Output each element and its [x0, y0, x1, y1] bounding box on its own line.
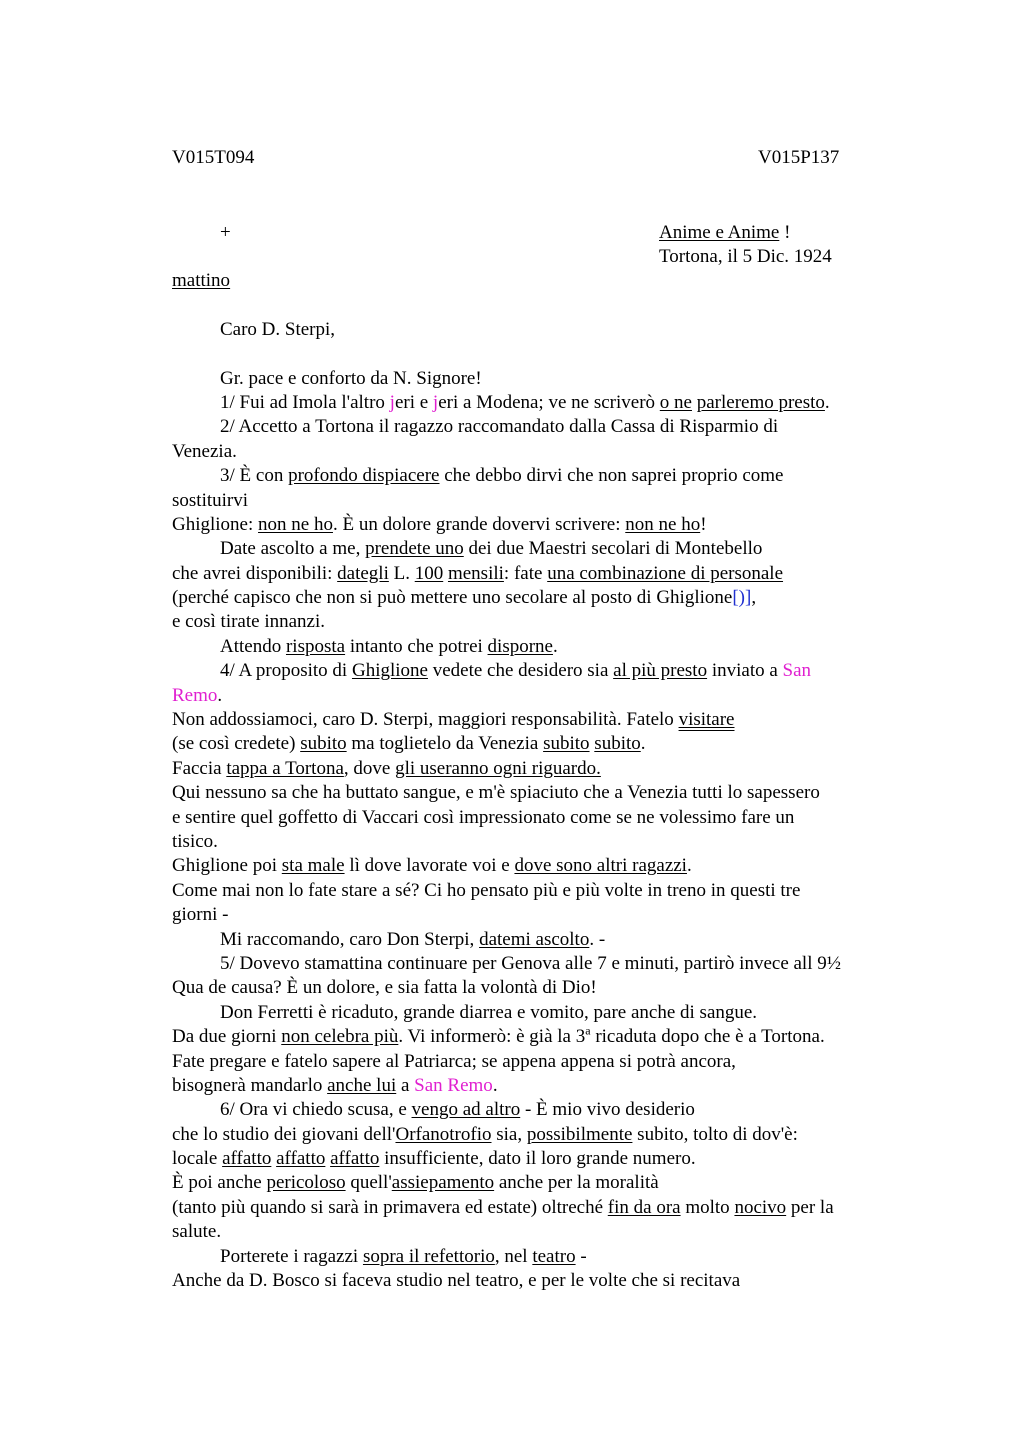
paragraph-4-line-3: Non addossiamoci, caro D. Sterpi, maggiori responsabilità. Fatelo visitare	[172, 709, 735, 731]
paragraph-1: 1/ Fui ad Imola l'altro jeri e jeri a Modena; ve ne scriverò o ne parleremo presto.	[220, 391, 830, 413]
left-reference-code: V015T094	[172, 147, 255, 168]
paragraph-3-line-2: sostituirvi	[172, 489, 249, 511]
paragraph-2-line-1: 2/ Accetto a Tortona il ragazzo raccomandato dalla Cassa di Risparmio di	[220, 416, 779, 438]
salutation: Caro D. Sterpi,	[220, 318, 336, 340]
paragraph-3-line-6: (perché capisco che non si può mettere uno secolare al posto di Ghiglione[)],	[172, 587, 757, 609]
paragraph-4-line-1: 4/ A proposito di Ghiglione vedete che desidero sia al più presto inviato a San	[220, 660, 812, 682]
paragraph-5-line-3: Don Ferretti è ricaduto, grande diarrea e vomito, pare anche di sangue.	[220, 1001, 758, 1023]
spacer	[172, 342, 932, 366]
right-reference-code: V015P137	[758, 147, 840, 168]
paragraph-4-line-9: Ghiglione poi sta male lì dove lavorate voi e dove sono altri ragazzi.	[172, 855, 692, 877]
paragraph-6-line-8: Anche da D. Bosco si faceva studio nel teatro, e per le volte che si recitava	[172, 1270, 741, 1292]
paragraph-5-line-6: bisognerà mandarlo anche lui a San Remo.	[172, 1074, 498, 1096]
paragraph-6-line-4: È poi anche pericoloso quell'assiepamento anche per la moralità	[172, 1172, 659, 1194]
paragraph-2-line-2: Venezia.	[172, 440, 237, 462]
paragraph-4-line-5: Faccia tappa a Tortona, dove gli useranno ogni riguardo.	[172, 757, 601, 779]
paragraph-4-line-7: e sentire quel goffetto di Vaccari così impressionato come se ne volessimo fare un	[172, 806, 795, 828]
paragraph-6-line-2: che lo studio dei giovani dell'Orfanotrofio sia, possibilmente subito, tolto di dov'è:	[172, 1123, 798, 1145]
paragraph-6-line-3: locale affatto affatto affatto insufficiente, dato il loro grande numero.	[172, 1148, 696, 1170]
paragraph-6-line-5: (tanto più quando si sarà in primavera ed estate) oltreché fin da ora molto nocivo per la	[172, 1196, 834, 1218]
time-of-day: mattino	[172, 270, 231, 291]
motto-suffix: !	[779, 222, 791, 243]
paragraph-5-line-1: 5/ Dovevo stamattina continuare per Genova alle 7 e minuti, partirò invece all 9½	[220, 952, 841, 974]
letter-body	[172, 269, 932, 1293]
spacer	[172, 293, 932, 317]
paragraph-5-line-4: Da due giorni non celebra più. Vi informerò: è già la 3$^a$ ricaduta dopo che è a Tortona.	[172, 1023, 825, 1048]
paragraph-3-line-3: Ghiglione: non ne ho. È un dolore grande dovervi scrivere: non ne ho!	[172, 513, 707, 535]
motto-line	[659, 221, 832, 245]
paragraph-5-line-5: Fate pregare e fatelo sapere al Patriarca; se appena appena si potrà ancora,	[172, 1050, 736, 1072]
paragraph-4-line-10: Come mai non lo fate stare a sé? Ci ho pensato più e più volte in treno in questi tre	[172, 879, 801, 901]
paragraph-6-line-1: 6/ Ora vi chiedo scusa, e vengo ad altro - È mio vivo desiderio	[220, 1099, 695, 1121]
paragraph-3-line-1: 3/ È con profondo dispiacere che debbo dirvi che non saprei proprio come	[220, 465, 784, 487]
paragraph-3-line-4: Date ascolto a me, prendete uno dei due Maestri secolari di Montebello	[220, 538, 763, 560]
paragraph-4-line-2: Remo.	[172, 684, 223, 706]
paragraph-3-line-8: Attendo risposta intanto che potrei disporne.	[220, 635, 558, 657]
paragraph-4-line-11: giorni -	[172, 904, 229, 926]
paragraph-4-line-6: Qui nessuno sa che ha buttato sangue, e m'è spiaciuto che a Venezia tutti lo sapessero	[172, 782, 820, 804]
cross-symbol: +	[220, 222, 231, 243]
motto: Anime e Anime	[659, 222, 780, 243]
paragraph-6-line-7: Porterete i ragazzi sopra il refettorio, nel teatro -	[220, 1245, 587, 1267]
paragraph-3-line-7: e così tirate innanzi.	[172, 611, 325, 633]
paragraph-6-line-6: salute.	[172, 1221, 222, 1243]
paragraph-3-line-5: che avrei disponibili: dategli L. 100 mensili: fate una combinazione di personale	[172, 562, 784, 584]
letter-heading	[659, 221, 832, 270]
place-date: Tortona, il 5 Dic. 1924	[659, 246, 832, 268]
paragraph-4-line-8: tisico.	[172, 830, 218, 852]
greeting: Gr. pace e conforto da N. Signore!	[220, 367, 482, 389]
paragraph-4-line-12: Mi raccomando, caro Don Sterpi, datemi ascolto. -	[220, 928, 606, 950]
paragraph-4-line-4: (se così credete) subito ma toglietelo da Venezia subito subito.	[172, 733, 646, 755]
paragraph-5-line-2: Qua de causa? È un dolore, e sia fatta la volontà di Dio!	[172, 977, 597, 999]
